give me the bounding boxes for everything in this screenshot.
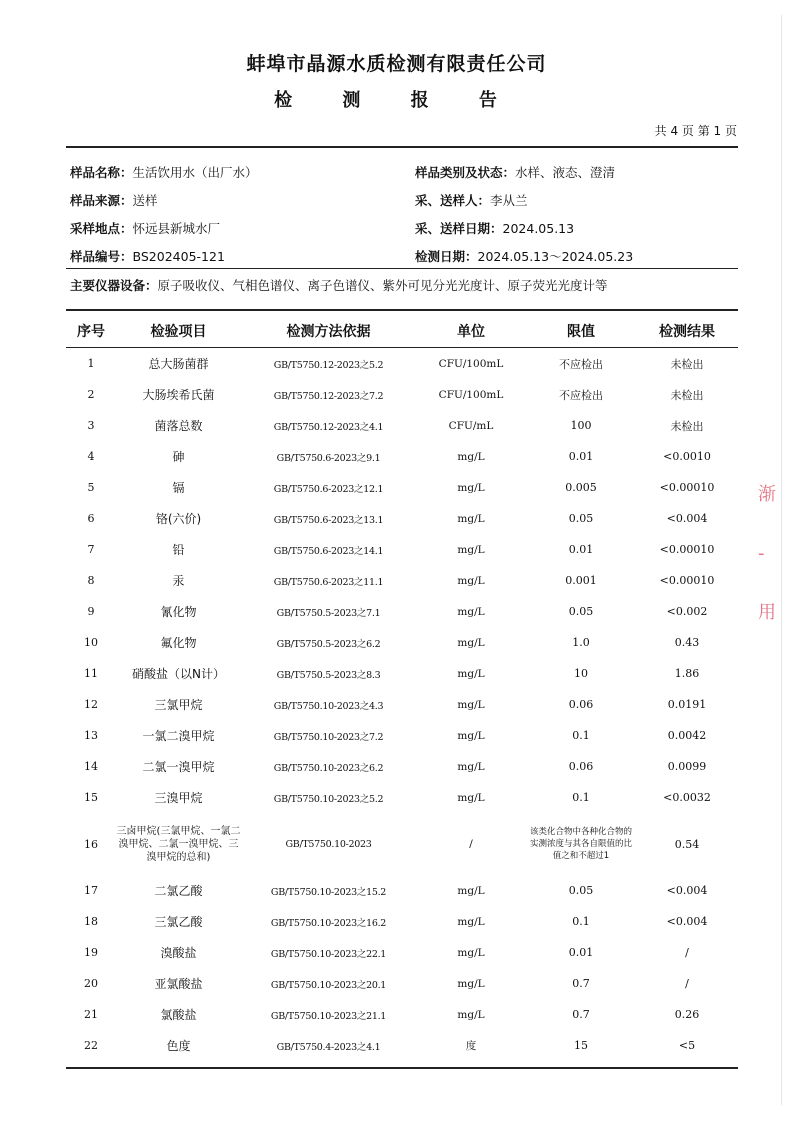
cell-no: 22 <box>84 1039 98 1052</box>
sample-code-label: 样品编号： <box>70 249 133 264</box>
company-name: 蚌埠市晶源水质检测有限责任公司 <box>246 53 547 75</box>
cell-limit: 0.01 <box>568 946 594 959</box>
cell-no: 19 <box>84 946 98 959</box>
header-rule <box>66 146 738 148</box>
table-row <box>66 379 738 410</box>
cell-result: 未检出 <box>670 419 704 433</box>
cell-item: 镉 <box>172 481 185 495</box>
table-row <box>66 503 738 534</box>
header-limit: 限值 <box>526 315 636 348</box>
header-result: 检测结果 <box>636 315 738 348</box>
table-row <box>66 999 738 1030</box>
cell-item: 总大肠菌群 <box>148 357 209 371</box>
cell-item: 一氯二溴甲烷 <box>142 729 215 743</box>
cell-no: 4 <box>87 450 95 463</box>
cell-result: 0.0042 <box>667 729 707 742</box>
table-row <box>66 596 738 627</box>
cell-result: / <box>685 977 689 990</box>
cell-unit: mg/L <box>457 512 485 525</box>
cell-method: GB/T5750.10-2023之20.1 <box>270 979 387 991</box>
equipment-row <box>70 276 608 294</box>
table-row <box>66 1030 738 1061</box>
cell-unit: mg/L <box>457 946 485 959</box>
cell-limit: 0.7 <box>572 977 590 990</box>
cell-unit: / <box>469 838 473 850</box>
cell-method: GB/T5750.12-2023之4.1 <box>273 421 384 433</box>
cell-result: <0.00010 <box>659 481 715 494</box>
cell-result: <0.004 <box>666 512 708 525</box>
cell-no: 12 <box>84 698 98 711</box>
edge-stamp-mark-2: - <box>758 543 765 564</box>
cell-limit: 0.005 <box>565 481 597 494</box>
cell-method: GB/T5750.10-2023之4.3 <box>273 700 384 712</box>
cell-method: GB/T5750.10-2023之22.1 <box>270 948 387 960</box>
sample-date-label: 采、送样日期： <box>415 221 503 236</box>
cell-result: <0.004 <box>666 915 708 928</box>
cell-item: 氯酸盐 <box>160 1008 197 1022</box>
cell-limit: 15 <box>574 1039 588 1052</box>
results-table <box>66 315 738 1061</box>
table-row <box>66 906 738 937</box>
sampler-value: 李从兰 <box>490 193 528 208</box>
sample-name-row <box>70 163 258 181</box>
cell-method: GB/T5750.6-2023之14.1 <box>273 545 384 557</box>
cell-result: 未检出 <box>670 357 704 371</box>
cell-item: 三卤甲烷(三氯甲烷、一氯二溴甲烷、二氯一溴甲烷、三溴甲烷的总和) <box>116 825 241 863</box>
sample-category-value: 水样、液态、澄清 <box>515 165 616 180</box>
sample-category-row <box>415 163 615 181</box>
edge-stamp-mark-1: 渐 <box>758 484 776 505</box>
cell-limit: 0.1 <box>572 915 590 928</box>
cell-method: GB/T5750.10-2023之21.1 <box>270 1010 387 1022</box>
sampler-label: 采、送样人： <box>415 193 491 208</box>
cell-item: 二氯乙酸 <box>154 884 203 898</box>
sample-location-value: 怀远县新城水厂 <box>132 221 221 236</box>
test-date-label: 检测日期： <box>415 249 478 264</box>
table-row <box>66 472 738 503</box>
cell-result: <0.00010 <box>659 543 715 556</box>
table-row <box>66 720 738 751</box>
cell-result: / <box>685 946 689 959</box>
cell-no: 3 <box>87 419 95 432</box>
table-row <box>66 968 738 999</box>
cell-item: 硝酸盐（以N计） <box>132 667 225 681</box>
cell-result: 0.26 <box>674 1008 700 1021</box>
cell-limit: 不应检出 <box>559 388 603 402</box>
cell-unit: mg/L <box>457 791 485 804</box>
table-row <box>66 813 738 875</box>
cell-no: 7 <box>87 543 95 556</box>
cell-unit: mg/L <box>457 884 485 897</box>
cell-item: 溴酸盐 <box>160 946 197 960</box>
cell-method: GB/T5750.10-2023之15.2 <box>270 886 387 898</box>
cell-no: 14 <box>84 760 98 773</box>
table-row <box>66 565 738 596</box>
cell-method: GB/T5750.6-2023之13.1 <box>273 514 384 526</box>
cell-result: 0.0099 <box>667 760 707 773</box>
cell-no: 1 <box>87 357 95 370</box>
cell-limit: 0.1 <box>572 791 590 804</box>
sample-code-row <box>70 247 225 265</box>
cell-unit: mg/L <box>457 543 485 556</box>
equipment-value: 原子吸收仪、气相色谱仪、离子色谱仪、紫外可见分光光度计、原子荧光光度计等 <box>157 278 608 293</box>
info-rule <box>66 268 738 269</box>
cell-limit: 0.05 <box>568 512 594 525</box>
cell-item: 氟化物 <box>160 636 197 650</box>
page-number: 共 4 页 第 1 页 <box>654 124 737 138</box>
cell-no: 21 <box>84 1008 98 1021</box>
cell-unit: mg/L <box>457 915 485 928</box>
cell-method: GB/T5750.10-2023之7.2 <box>273 731 384 743</box>
cell-method: GB/T5750.5-2023之6.2 <box>276 638 381 650</box>
cell-item: 亚氯酸盐 <box>154 977 203 991</box>
cell-unit: mg/L <box>457 667 485 680</box>
cell-limit: 0.1 <box>572 729 590 742</box>
sample-date-value: 2024.05.13 <box>502 221 575 236</box>
test-date-value: 2024.05.13～2024.05.23 <box>477 249 634 264</box>
cell-unit: mg/L <box>457 760 485 773</box>
sample-location-row <box>70 219 220 237</box>
cell-unit: mg/L <box>457 636 485 649</box>
cell-limit: 10 <box>574 667 588 680</box>
cell-limit: 100 <box>570 419 592 432</box>
cell-result: <0.0032 <box>663 791 711 804</box>
cell-item: 三氯甲烷 <box>154 698 203 712</box>
table-row <box>66 782 738 813</box>
cell-unit: mg/L <box>457 1008 485 1021</box>
cell-limit: 该类化合物中各种化合物的实测浓度与其各自限值的比值之和不超过1 <box>529 827 632 861</box>
sample-date-row <box>415 219 574 237</box>
report-title: 检 测 报 告 <box>274 90 519 111</box>
edge-stamp-mark-3: 用 <box>758 602 776 623</box>
cell-unit: CFU/100mL <box>438 388 504 401</box>
sample-category-label: 样品类别及状态： <box>415 165 516 180</box>
cell-limit: 0.01 <box>568 450 594 463</box>
cell-method: GB/T5750.12-2023之7.2 <box>273 390 384 402</box>
table-row <box>66 627 738 658</box>
cell-limit: 0.06 <box>568 698 594 711</box>
sample-name-value: 生活饮用水（出厂水） <box>132 165 258 180</box>
cell-method: GB/T5750.10-2023之6.2 <box>273 762 384 774</box>
table-row <box>66 348 738 380</box>
cell-no: 11 <box>84 667 98 680</box>
cell-result: 0.43 <box>674 636 700 649</box>
cell-limit: 0.06 <box>568 760 594 773</box>
cell-method: GB/T5750.4-2023之4.1 <box>276 1041 381 1053</box>
cell-result: 0.0191 <box>667 698 707 711</box>
cell-item: 氰化物 <box>160 605 197 619</box>
cell-unit: mg/L <box>457 574 485 587</box>
equipment-label: 主要仪器设备： <box>70 278 158 293</box>
cell-limit: 0.05 <box>568 605 594 618</box>
cell-item: 砷 <box>172 450 185 464</box>
cell-result: <0.002 <box>666 605 708 618</box>
cell-limit: 0.05 <box>568 884 594 897</box>
cell-limit: 不应检出 <box>559 357 603 371</box>
cell-limit: 0.001 <box>565 574 597 587</box>
cell-no: 15 <box>84 791 98 804</box>
cell-no: 10 <box>84 636 98 649</box>
cell-result: <5 <box>678 1039 696 1052</box>
cell-no: 17 <box>84 884 98 897</box>
cell-method: GB/T5750.5-2023之8.3 <box>276 669 381 681</box>
table-row <box>66 658 738 689</box>
table-row <box>66 441 738 472</box>
table-row <box>66 937 738 968</box>
cell-result: 未检出 <box>670 388 704 402</box>
cell-item: 二氯一溴甲烷 <box>142 760 215 774</box>
page-edge-line <box>781 15 782 1105</box>
cell-no: 5 <box>87 481 95 494</box>
cell-unit: mg/L <box>457 450 485 463</box>
sample-source-row <box>70 191 158 209</box>
cell-unit: mg/L <box>457 977 485 990</box>
cell-no: 2 <box>87 388 95 401</box>
cell-item: 三溴甲烷 <box>154 791 203 805</box>
header-item: 检验项目 <box>116 315 241 348</box>
table-row <box>66 689 738 720</box>
cell-limit: 1.0 <box>572 636 590 649</box>
table-header-row <box>66 315 738 348</box>
cell-method: GB/T5750.10-2023 <box>285 838 372 850</box>
cell-unit: CFU/100mL <box>438 357 504 370</box>
table-row <box>66 875 738 906</box>
cell-method: GB/T5750.12-2023之5.2 <box>273 359 384 371</box>
cell-unit: 度 <box>465 1040 477 1052</box>
cell-limit: 0.7 <box>572 1008 590 1021</box>
cell-item: 汞 <box>172 574 185 588</box>
cell-result: <0.00010 <box>659 574 715 587</box>
cell-method: GB/T5750.6-2023之11.1 <box>273 576 384 588</box>
table-top-rule <box>66 309 738 311</box>
cell-no: 6 <box>87 512 95 525</box>
cell-no: 20 <box>84 977 98 990</box>
sample-source-value: 送样 <box>132 193 158 208</box>
cell-no: 16 <box>84 837 98 851</box>
cell-result: 1.86 <box>674 667 700 680</box>
cell-item: 菌落总数 <box>154 419 203 433</box>
table-row <box>66 410 738 441</box>
cell-method: GB/T5750.6-2023之9.1 <box>276 452 381 464</box>
cell-item: 大肠埃希氏菌 <box>142 388 215 402</box>
cell-unit: mg/L <box>457 605 485 618</box>
cell-result: <0.0010 <box>663 450 711 463</box>
cell-result: 0.54 <box>674 837 700 851</box>
cell-unit: CFU/mL <box>448 419 494 432</box>
test-date-row <box>415 247 633 265</box>
header-no: 序号 <box>66 315 116 348</box>
cell-no: 13 <box>84 729 98 742</box>
cell-item: 铅 <box>172 543 185 557</box>
cell-item: 三氯乙酸 <box>154 915 203 929</box>
sample-source-label: 样品来源： <box>70 193 133 208</box>
header-unit: 单位 <box>416 315 526 348</box>
cell-limit: 0.01 <box>568 543 594 556</box>
cell-method: GB/T5750.10-2023之5.2 <box>273 793 384 805</box>
header-method: 检测方法依据 <box>241 315 416 348</box>
sample-location-label: 采样地点： <box>70 221 133 236</box>
cell-item: 色度 <box>166 1039 191 1053</box>
table-row <box>66 751 738 782</box>
sampler-row <box>415 191 528 209</box>
table-row <box>66 534 738 565</box>
sample-name-label: 样品名称： <box>70 165 133 180</box>
cell-no: 18 <box>84 915 98 928</box>
table-bottom-rule <box>66 1067 738 1069</box>
cell-item: 铬(六价) <box>155 512 202 526</box>
cell-no: 9 <box>87 605 95 618</box>
cell-unit: mg/L <box>457 729 485 742</box>
cell-method: GB/T5750.6-2023之12.1 <box>273 483 384 495</box>
cell-no: 8 <box>87 574 95 587</box>
cell-result: <0.004 <box>666 884 708 897</box>
cell-unit: mg/L <box>457 481 485 494</box>
cell-unit: mg/L <box>457 698 485 711</box>
sample-code-value: BS202405-121 <box>132 249 225 264</box>
cell-method: GB/T5750.5-2023之7.1 <box>276 607 381 619</box>
cell-method: GB/T5750.10-2023之16.2 <box>270 917 387 929</box>
